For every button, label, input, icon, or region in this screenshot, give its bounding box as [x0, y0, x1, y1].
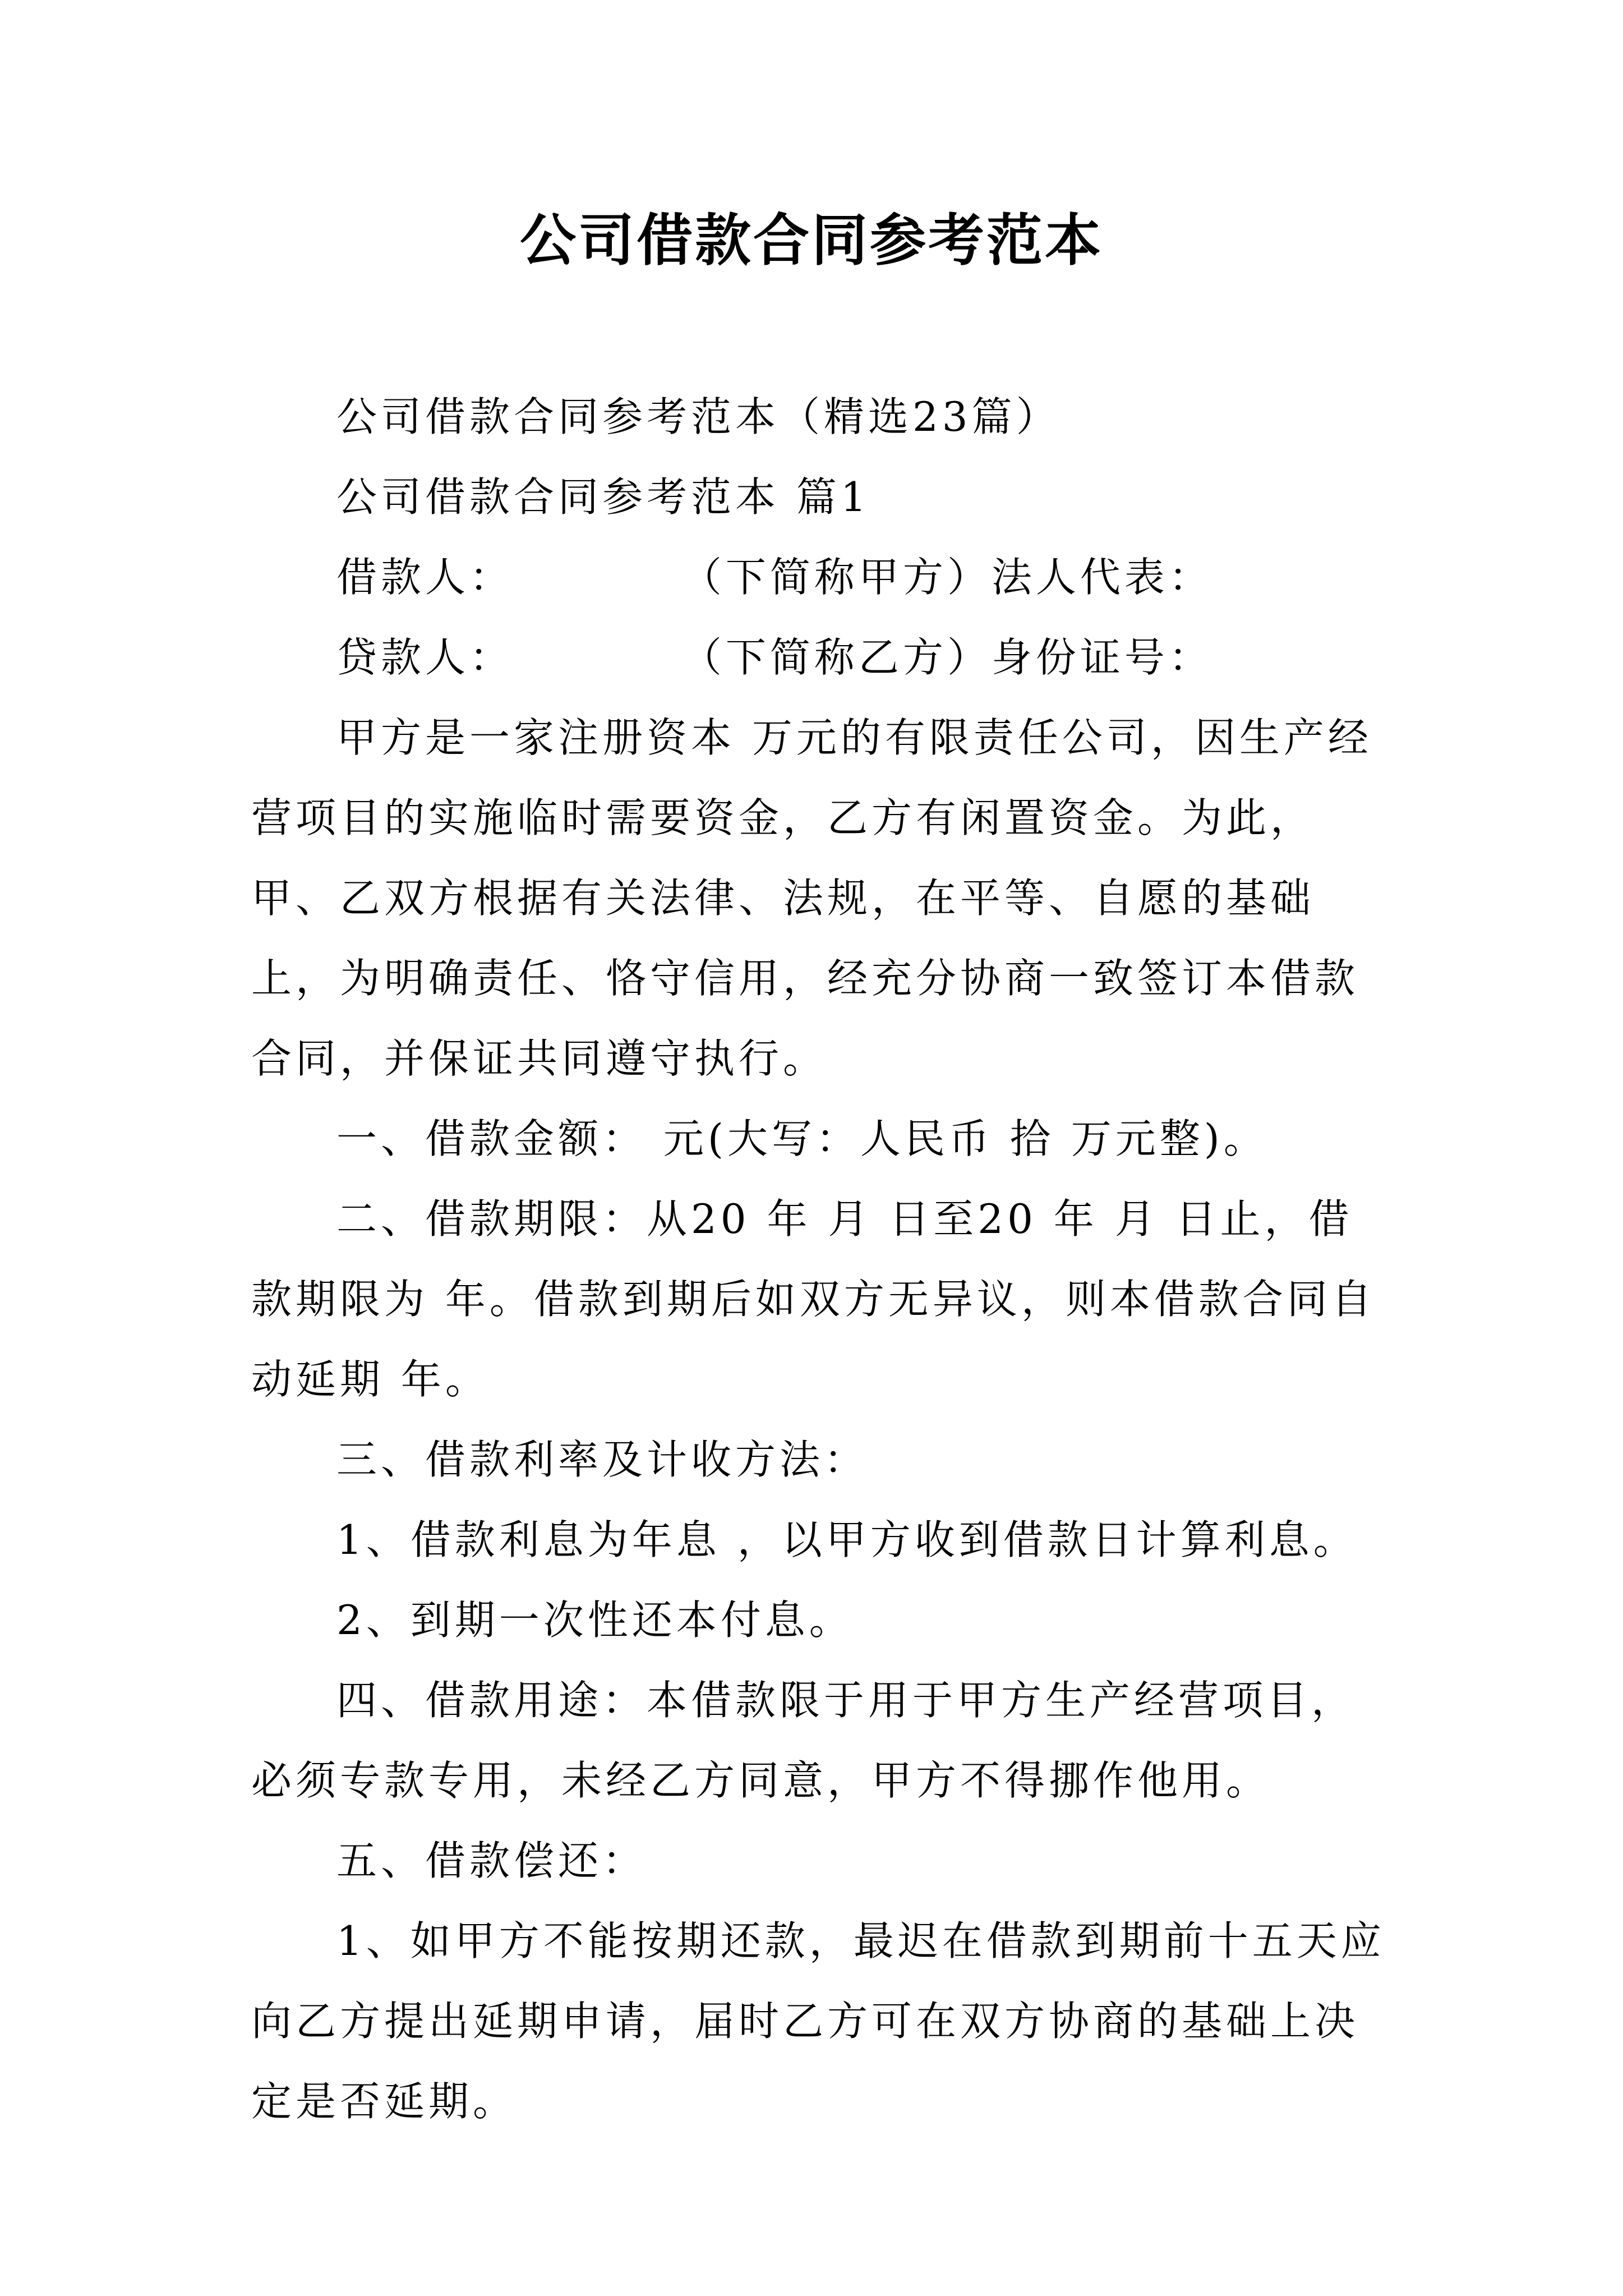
clause-interest-heading: 三、借款利率及计收方法： [336, 1436, 869, 1483]
borrower-line: 借款人： （下简称甲方）法人代表： [336, 554, 1213, 601]
clause-term: 二、借款期限：从20 年 月 日至20 年 月 日止，借款期限为 年。借款到期后如双方无异议，则本借款合同自动延期 年。 [251, 1195, 1376, 1403]
clause-repayment-heading: 五、借款偿还： [336, 1837, 647, 1884]
clause-repayment-item-1: 1、如甲方不能按期还款，最迟在借款到期前十五天应向乙方提出延期申请，届时乙方可在双方协商的基础上决定是否延期。 [251, 1917, 1385, 2125]
clause-purpose: 四、借款用途：本借款限于用于甲方生产经营项目，必须专款专用，未经乙方同意，甲方不得挪作他用。 [251, 1677, 1356, 1804]
clause-interest-item-1: 1、借款利息为年息 ，以甲方收到借款日计算利息。 [336, 1516, 1358, 1563]
preamble-paragraph: 甲方是一家注册资本 万元的有限责任公司，因生产经营项目的实施临时需要资金，乙方有闲置资金。为此，甲、乙双方根据有关法律、法规，在平等、自愿的基础上，为明确责任、恪守信用，经充分协商一致签订本借款合同，并保证共同遵守执行。 [251, 714, 1372, 1082]
doc-subtitle: 公司借款合同参考范本（精选23篇） [336, 393, 1061, 440]
section-heading-1: 公司借款合同参考范本 篇1 [336, 473, 870, 521]
lender-line: 贷款人： （下简称乙方）身份证号： [336, 634, 1213, 681]
clause-interest-item-2: 2、到期一次性还本付息。 [336, 1596, 854, 1644]
clause-amount: 一、借款金额： 元(大写：人民币 拾 万元整)。 [336, 1115, 1268, 1162]
document-body [251, 377, 1395, 2142]
document-title: 公司借款合同参考范本 [520, 207, 1103, 273]
